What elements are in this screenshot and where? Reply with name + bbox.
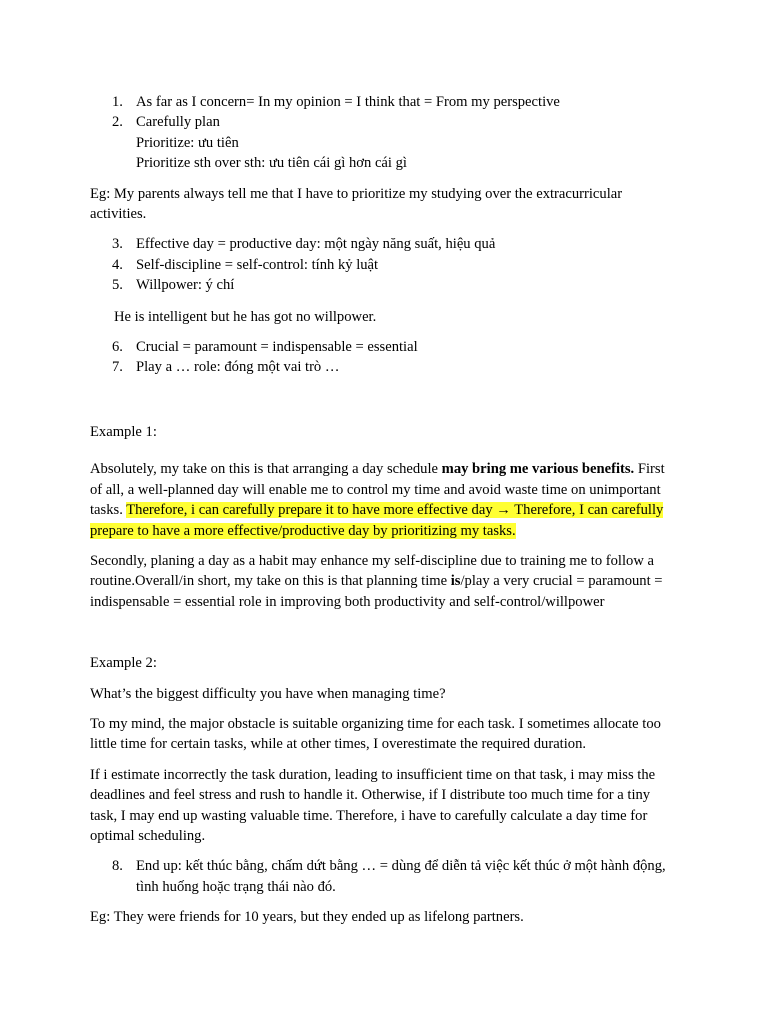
list-item: 4. Self-discipline = self-control: tính kỷ luật — [112, 256, 379, 273]
example-2-heading: Example 2: — [90, 655, 157, 672]
list-continuation: Prioritize sth over sth: ưu tiên cái gì hơn cái gì — [136, 155, 407, 172]
list-item: 6. Crucial = paramount = indispensable = essential — [112, 339, 418, 356]
vocab-list-3 — [90, 337, 680, 378]
example-2-paragraph-1: To my mind, the major obstacle is suitable organizing time for each task. I sometimes allocate too little time for certain tasks, while at other times, I overestimate the required duration. — [90, 715, 661, 753]
example-sentence: He is intelligent but he has got no willpower. — [114, 308, 377, 325]
list-continuation: Prioritize: ưu tiên — [136, 134, 239, 151]
example-2-question: What’s the biggest difficulty you have when managing time? — [90, 685, 446, 702]
example-sentence: Eg: My parents always tell me that I have to prioritize my studying over the extracurricular activities. — [90, 185, 623, 223]
list-item: 5. Willpower: ý chí — [112, 277, 235, 294]
list-item: 7. Play a … role: đóng một vai trò … — [112, 359, 340, 376]
example-1-paragraph-1: Absolutely, my take on this is that arranging a day schedule may bring me various benefits. First of all, a well-planned day will enable me to control my time and avoid waste time on unimportant tasks. Therefore, i can carefully prepare it to have more effective day → Therefore, I can carefully prepare to have a more effective/productive day by prioritizing my tasks. — [90, 461, 665, 539]
list-item: 1. As far as I concern= In my opinion = I think that = From my perspective — [112, 94, 560, 110]
list-item: 2. Carefully plan — [112, 114, 220, 131]
highlighted-text: Therefore, i can carefully prepare it to have more effective day → Therefore, I can carefully prepare to have a more effective/productive day by prioritizing my tasks. — [90, 502, 664, 539]
document-body — [90, 92, 680, 928]
example-1-paragraph-2: Secondly, planing a day as a habit may enhance my self-discipline due to training me to follow a routine.Overall/in short, my take on this is that planning time is/play a very crucial = paramount = indispensable = essential role in improving both productivity and self-control/willpower — [90, 552, 663, 610]
list-item: 3. Effective day = productive day: một ngày năng suất, hiệu quả — [112, 236, 496, 253]
example-2-paragraph-2: If i estimate incorrectly the task duration, leading to insufficient time on that task, i may miss the deadlines and feel stress and rush to handle it. Otherwise, if I distribute too much time for a tiny task, I may end up wasting valuable time. Therefore, i have to carefully calculate a day time for optimal scheduling. — [90, 766, 656, 844]
vocab-list-2 — [90, 234, 680, 295]
list-item: 8. End up: kết thúc bằng, chấm dứt bằng … = dùng để diễn tả việc kết thúc ở một hành động, tình huống hoặc trạng thái nào đó. — [112, 858, 666, 895]
example-1-heading: Example 1: — [90, 423, 157, 440]
example-sentence: Eg: They were friends for 10 years, but they ended up as lifelong partners. — [90, 909, 524, 926]
vocab-list-1 — [90, 92, 680, 174]
vocab-list-4 — [90, 856, 680, 897]
